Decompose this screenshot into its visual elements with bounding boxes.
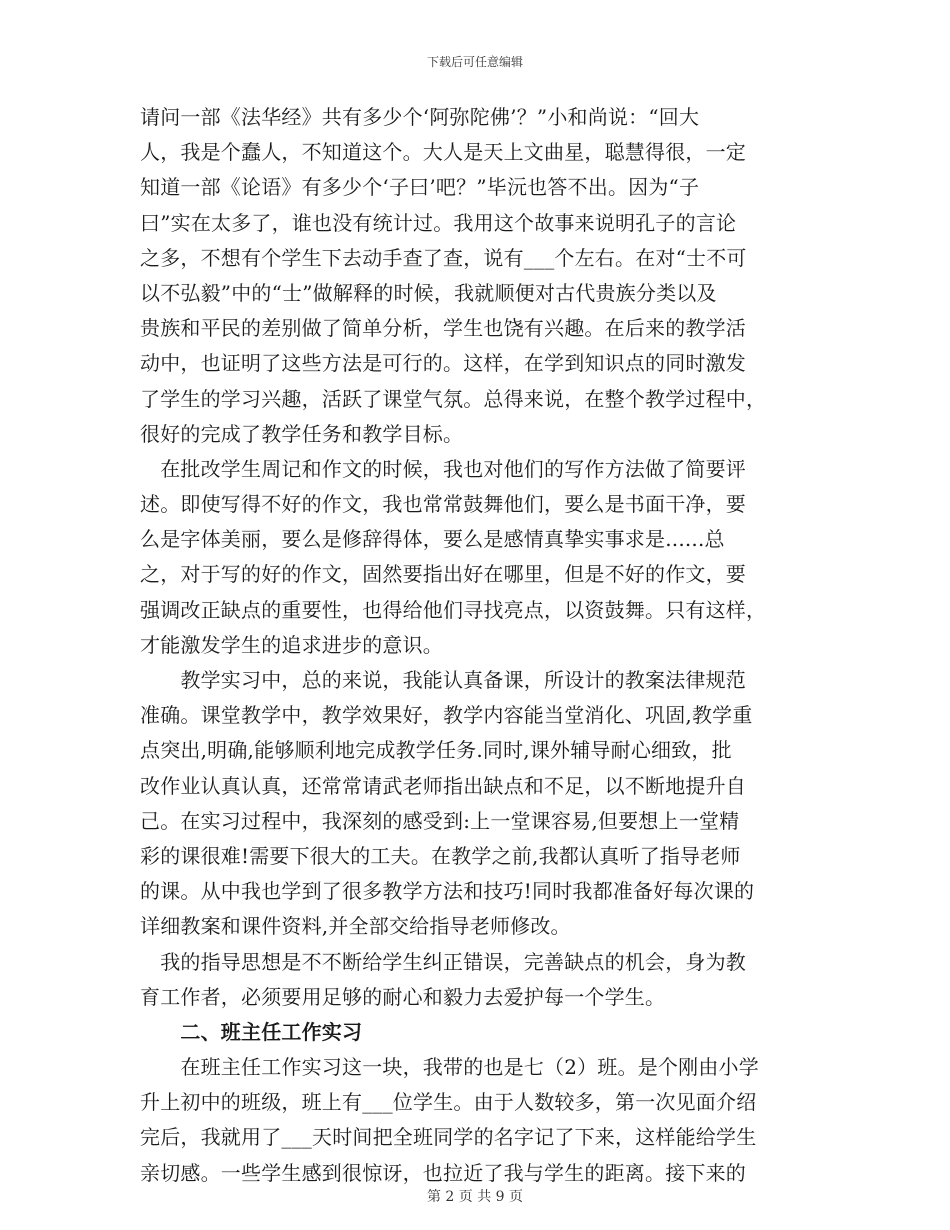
body-line: 述。即使写得不好的作文，我也常常鼓舞他们，要么是书面干净，要 bbox=[140, 492, 746, 517]
body-line: 人，我是个蠢人，不知道这个。大人是天上文曲星，聪慧得很，一定 bbox=[140, 140, 746, 165]
body-line: 了学生的学习兴趣，活跃了课堂气氛。总得来说，在整个教学过程中， bbox=[140, 386, 767, 411]
body-line: 在班主任工作实习这一块，我带的也是七（2）班。是个刚由小学 bbox=[140, 1055, 759, 1080]
document-body bbox=[140, 100, 810, 1191]
page-number-footer: 第 2 页 共 9 页 bbox=[426, 1189, 524, 1205]
body-line: 强调改正缺点的重要性，也得给他们寻找亮点，以资鼓舞。只有这样， bbox=[140, 597, 767, 622]
body-line: 的课。从中我也学到了很多教学方法和技巧!同时我都准备好每次课的 bbox=[140, 879, 755, 904]
body-line: 贵族和平民的差别做了简单分析，学生也饶有兴趣。在后来的教学活 bbox=[140, 316, 746, 341]
body-line: 详细教案和课件资料,并全部交给指导老师修改。 bbox=[140, 914, 571, 939]
body-line: 我的指导思想是不不断给学生纠正错误，完善缺点的机会，身为教 bbox=[140, 949, 746, 974]
body-line: 准确。课堂教学中，教学效果好，教学内容能当堂消化、巩固,教学重 bbox=[140, 703, 753, 728]
body-line: 知道一部《论语》有多少个‘子曰’吧？”毕沅也答不出。因为“子 bbox=[140, 175, 700, 200]
body-line: 在批改学生周记和作文的时候，我也对他们的写作方法做了简要评 bbox=[140, 456, 746, 481]
page-header: 下载后可任意编辑 bbox=[426, 55, 523, 69]
body-line: 改作业认真认真，还常常请武老师指出缺点和不足，以不断地提升自 bbox=[140, 773, 746, 798]
body-line: 动中，也证明了这些方法是可行的。这样，在学到知识点的同时激发 bbox=[140, 351, 746, 376]
body-line: 么是字体美丽，要么是修辞得体，要么是感情真挚实事求是......总 bbox=[140, 527, 725, 552]
section-heading: 二、班主任工作实习 bbox=[140, 1019, 363, 1044]
body-line: 之，对于写的好的作文，固然要指出好在哪里，但是不好的作文，要 bbox=[140, 562, 746, 587]
body-line: 彩的课很难!需要下很大的工夫。在教学之前,我都认真听了指导老师 bbox=[140, 843, 741, 868]
body-line: 点突出,明确,能够顺利地完成教学任务.同时,课外辅导耐心细致，批 bbox=[140, 738, 732, 763]
body-line: 教学实习中，总的来说，我能认真备课，所设计的教案法律规范 bbox=[140, 668, 746, 692]
body-line: 己。在实习过程中，我深刻的感受到:上一堂课容易,但要想上一堂精 bbox=[140, 808, 740, 833]
body-line: 以不弘毅”中的“士”做解释的时候，我就顺便对古代贵族分类以及 bbox=[140, 280, 717, 305]
body-line: 才能激发学生的追求进步的意识。 bbox=[140, 632, 443, 657]
body-line: 育工作者，必须要用足够的耐心和毅力去爱护每一个学生。 bbox=[140, 984, 666, 1009]
body-line: 之多，不想有个学生下去动手查了查，说有___个左右。在对“士不可 bbox=[140, 245, 747, 270]
body-line: 请问一部《法华经》共有多少个‘阿弥陀佛’？”小和尚说：“回大 bbox=[140, 105, 700, 129]
body-line: 升上初中的班级，班上有___位学生。由于人数较多，第一次见面介绍 bbox=[140, 1090, 757, 1115]
body-line: 完后，我就用了___天时间把全班同学的名字记了下来，这样能给学生 bbox=[140, 1125, 757, 1150]
body-line: 很好的完成了教学任务和教学目标。 bbox=[140, 421, 464, 446]
body-line: 曰”实在太多了，谁也没有统计过。我用这个故事来说明孔子的言论 bbox=[140, 210, 737, 235]
body-line: 亲切感。一些学生感到很惊讶，也拉近了我与学生的距离。接下来的 bbox=[140, 1160, 746, 1185]
